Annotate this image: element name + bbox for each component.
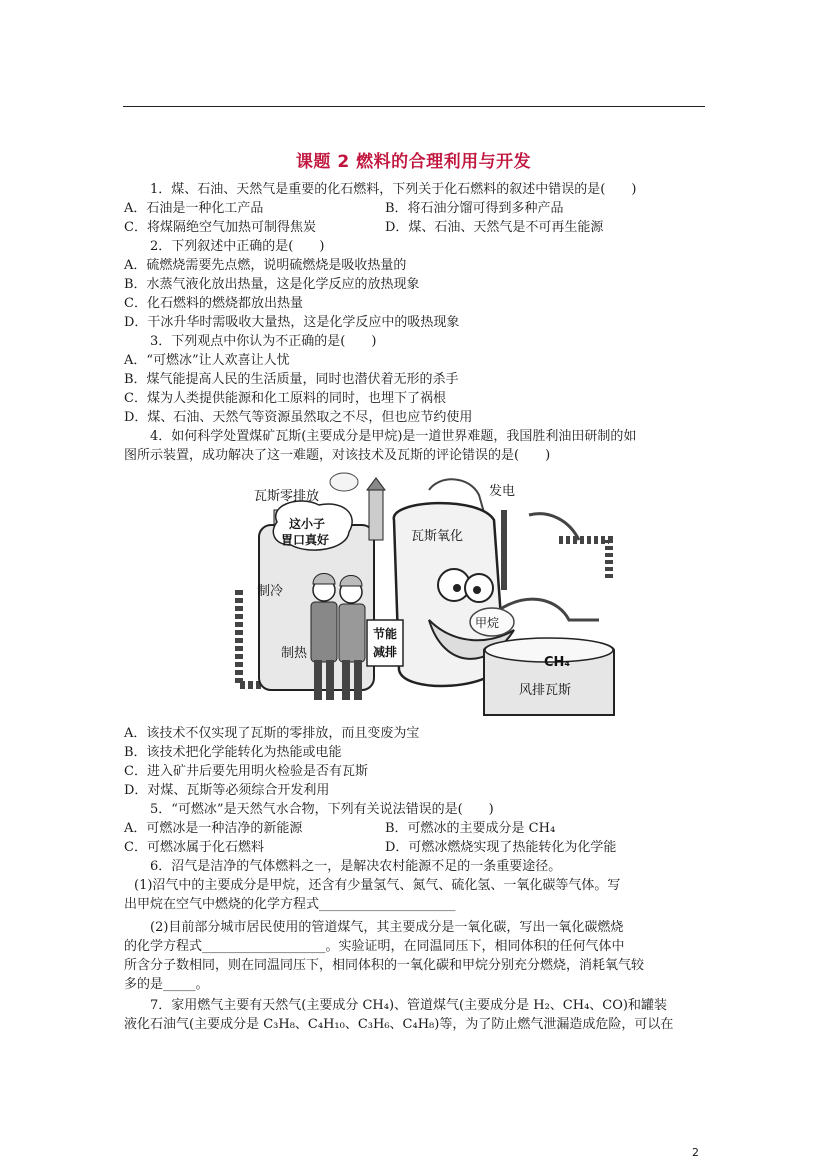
q3-option-c: C．煤为人类提供能源和化工原料的同时，也埋下了祸根	[124, 391, 446, 406]
q1-option-b: B．将石油分馏可得到多种产品	[385, 201, 564, 216]
q7-line2: 液化石油气(主要成分是 C₃H₈、C₄H₁₀、C₃H₆、C₄H₈)等，为了防止燃气泄漏造成危险，可以在	[124, 1017, 674, 1032]
q6-part2-line2: 的化学方程式___________________。实验证明，在同温同压下，相同体积的任何气体中	[124, 939, 625, 954]
q3-option-d: D．煤、石油、天然气等资源虽然取之不尽，但也应节约使用	[124, 410, 473, 425]
q5-option-c: C．可燃冰属于化石燃料	[124, 840, 264, 855]
q6-stem: 6．沼气是洁净的气体燃料之一，是解决农村能源不足的一条重要途径。	[150, 859, 562, 874]
q2-option-a: A．硫燃烧需要先点燃，说明硫燃烧是吸收热量的	[124, 258, 407, 273]
q2-option-d: D．干冰升华时需吸收大量热，这是化学反应中的吸热现象	[124, 315, 460, 330]
figure-label-power: 发电	[489, 484, 516, 499]
q3-stem: 3．下列观点中你认为不正确的是( )	[150, 334, 377, 349]
q4-option-c: C．进入矿井后要先用明火检验是否有瓦斯	[124, 764, 368, 779]
q1-option-a: A．石油是一种化工产品	[124, 201, 264, 216]
q2-stem: 2．下列叙述中正确的是( )	[150, 239, 325, 254]
q4-option-a: A．该技术不仅实现了瓦斯的零排放，而且变废为宝	[124, 726, 420, 741]
q3-option-b: B．煤气能提高人民的生活质量，同时也潜伏着无形的杀手	[124, 372, 459, 387]
figure-bubble-line1: 这小子	[289, 517, 326, 531]
q4-option-d: D．对煤、瓦斯等必须综合开发利用	[124, 783, 330, 798]
q1-option-d: D．煤、石油、天然气是不可再生能源	[385, 220, 604, 235]
figure-label-oxidation: 瓦斯氧化	[411, 529, 464, 544]
q5-option-b: B．可燃冰的主要成分是 CH₄	[385, 821, 556, 836]
q1-stem: 1．煤、石油、天然气是重要的化石燃料，下列关于化石燃料的叙述中错误的是( )	[150, 182, 637, 197]
figure-label-ch4: CH₄	[544, 655, 571, 670]
q2-option-b: B．水蒸气液化放出热量，这是化学反应的放热现象	[124, 277, 420, 292]
q6-part1-line2: 出甲烷在空气中燃烧的化学方程式_____________________	[124, 897, 456, 912]
figure-sign-line1: 节能	[373, 627, 398, 641]
figure-label-methane: 甲烷	[475, 616, 500, 630]
q5-stem: 5．“可燃冰”是天然气水合物，下列有关说法错误的是( )	[150, 802, 494, 817]
figure-label-zero-emission: 瓦斯零排放	[254, 489, 320, 504]
gas-utilization-figure	[229, 470, 619, 718]
q6-part1-line1: (1)沼气中的主要成分是甲烷，还含有少量氢气、氮气、硫化氢、一氧化碳等气体。写	[134, 878, 621, 893]
q6-part2-line3: 所含分子数相同，则在同温同压下，相同体积的一氧化碳和甲烷分别充分燃烧，消耗氧气较	[124, 958, 645, 973]
header-rule	[123, 106, 705, 107]
figure-label-vent-gas: 风排瓦斯	[519, 683, 572, 698]
q4-stem-line1: 4．如何科学处置煤矿瓦斯(主要成分是甲烷)是一道世界难题，我国胜利油田研制的如	[150, 429, 637, 444]
q7-line1: 7．家用燃气主要有天然气(主要成分 CH₄)、管道煤气(主要成分是 H₂、CH₄、CO)和罐装	[150, 998, 667, 1013]
q5-option-d: D．可燃冰燃烧实现了热能转化为化学能	[385, 840, 617, 855]
q6-part2-line1: (2)目前部分城市居民使用的管道煤气，其主要成分是一氧化碳，写出一氧化碳燃烧	[150, 920, 624, 935]
page-number: 2	[692, 1146, 699, 1159]
page-title: 课题 2 燃料的合理利用与开发	[295, 152, 532, 172]
figure-label-heating: 制热	[281, 646, 308, 661]
q5-option-a: A．可燃冰是一种洁净的新能源	[124, 821, 303, 836]
figure-label-cooling: 制冷	[257, 584, 284, 599]
q2-option-c: C．化石燃料的燃烧都放出热量	[124, 296, 303, 311]
q4-stem-line2: 图所示装置，成功解决了这一难题，对该技术及瓦斯的评论错误的是( )	[124, 448, 551, 463]
q1-option-c: C．将煤隔绝空气加热可制得焦炭	[124, 220, 316, 235]
q3-option-a: A．“可燃冰”让人欢喜让人忧	[124, 353, 290, 368]
q6-part2-line4: 多的是_____。	[124, 977, 209, 992]
figure-bubble-line2: 胃口真好	[281, 533, 330, 547]
q4-option-b: B．该技术把化学能转化为热能或电能	[124, 745, 342, 760]
figure-sign-line2: 减排	[373, 645, 398, 659]
